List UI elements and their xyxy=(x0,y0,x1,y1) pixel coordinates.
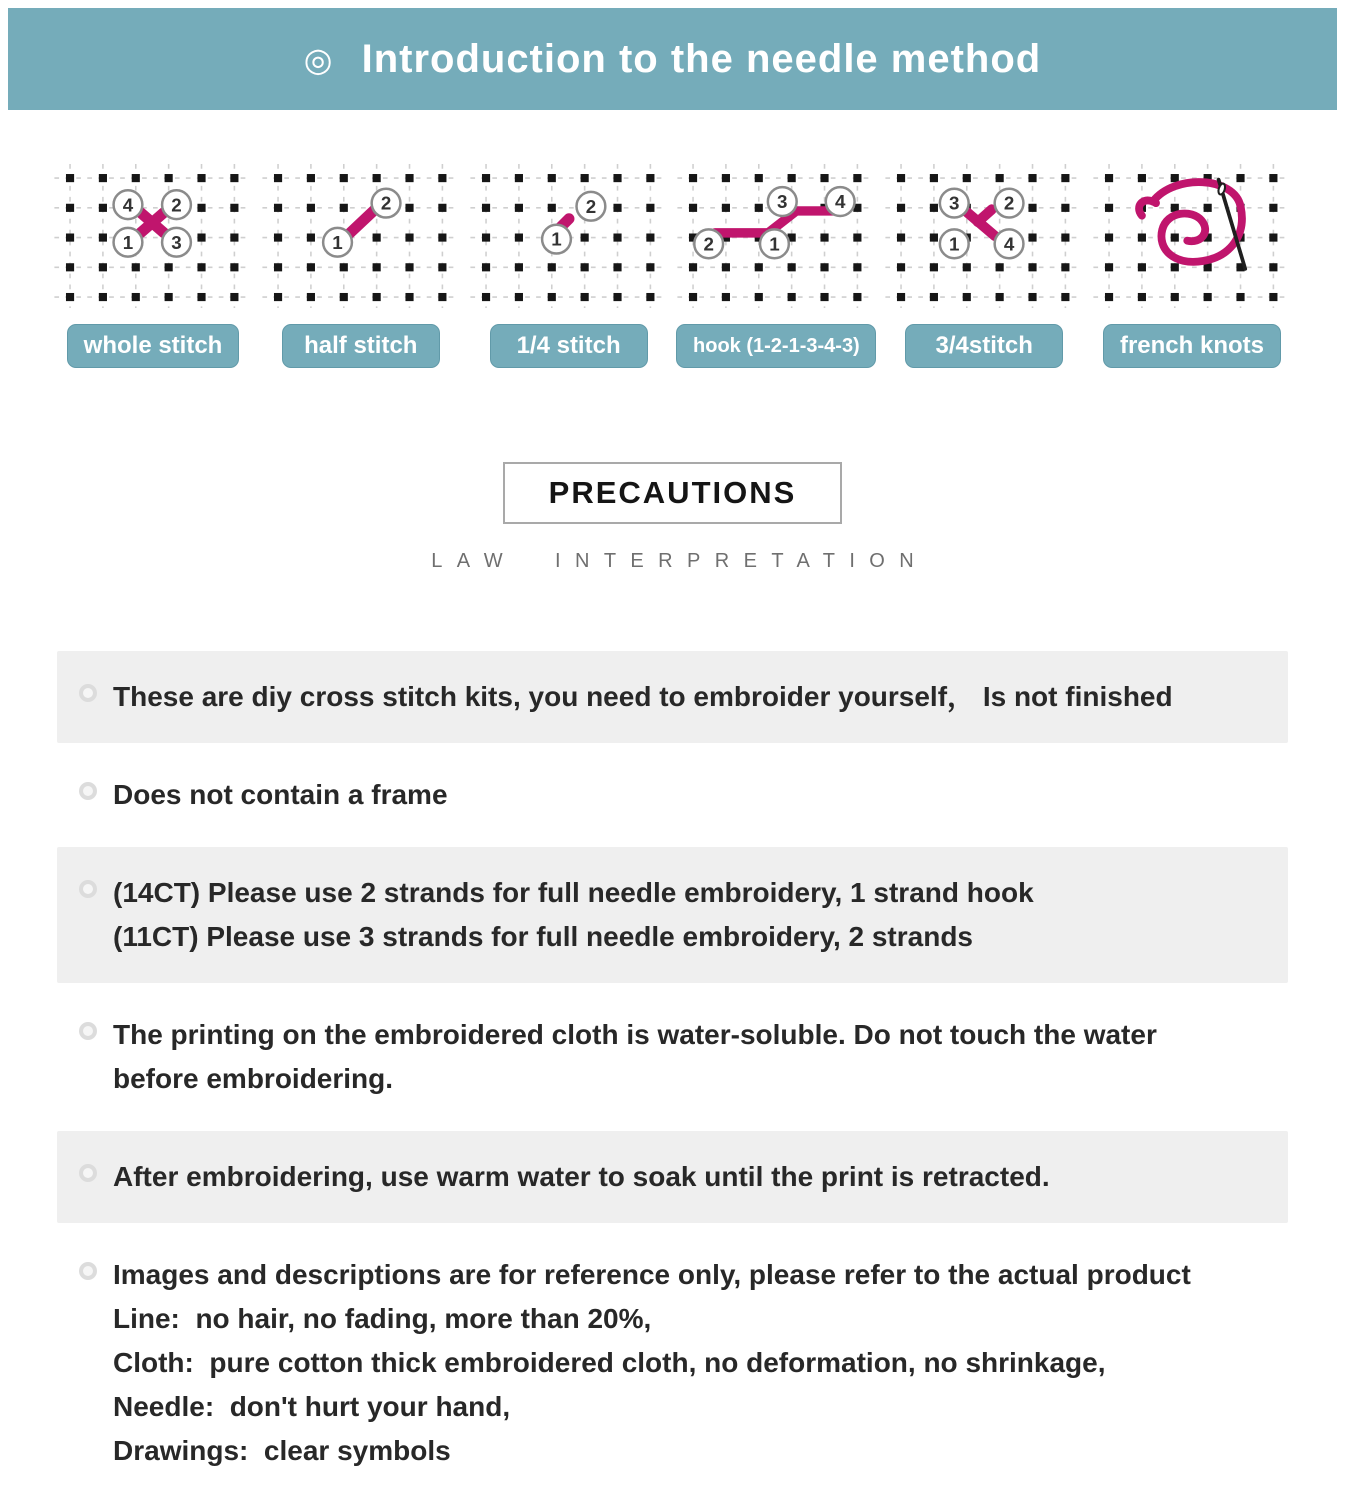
svg-text:4: 4 xyxy=(835,191,846,213)
ring-bullet-icon xyxy=(79,880,97,898)
precaution-line: Does not contain a frame xyxy=(113,779,448,810)
stitch-grid-whole-diagram xyxy=(54,164,252,308)
precautions-title: PRECAUTIONS xyxy=(548,475,797,510)
page-title xyxy=(304,37,1041,82)
ring-bullet-icon xyxy=(79,684,97,702)
stitch-grid-quarter-diagram xyxy=(470,164,668,308)
precaution-line: Cloth: pure cotton thick embroidered cloth, no deformation, no shrinkage, xyxy=(113,1347,1106,1378)
stitch-label-hook: hook (1-2-1-3-4-3) xyxy=(676,324,876,368)
svg-text:1: 1 xyxy=(122,231,134,253)
svg-text:1: 1 xyxy=(332,231,343,253)
stitch-panel-quarter xyxy=(468,164,670,368)
svg-text:2: 2 xyxy=(380,192,392,214)
precaution-line: Drawings: clear symbols xyxy=(113,1435,451,1466)
precautions-title-box xyxy=(503,462,843,524)
precautions-heading xyxy=(0,462,1345,573)
precaution-item xyxy=(57,847,1288,983)
double-circle-icon: ◎ xyxy=(303,40,334,78)
stitch-panel-whole xyxy=(52,164,254,368)
svg-text:1: 1 xyxy=(769,233,781,255)
stitch-grid-french-diagram xyxy=(1093,164,1291,308)
law-interpretation-subtitle: LAW INTERPRETATION xyxy=(431,550,929,572)
ring-bullet-icon xyxy=(79,782,97,800)
stitch-panel-hook xyxy=(675,164,877,368)
precautions-list xyxy=(57,651,1288,1479)
precaution-line: (14CT) Please use 2 strands for full needle embroidery, 1 strand hook xyxy=(113,877,1034,908)
precaution-line: After embroidering, use warm water to soak until the print is retracted. xyxy=(113,1161,1050,1192)
precaution-item xyxy=(57,651,1288,743)
svg-text:3: 3 xyxy=(171,231,182,253)
page-title-text: Introduction to the needle method xyxy=(361,36,1042,81)
precaution-item xyxy=(57,1131,1288,1223)
stitch-panel-threequarter xyxy=(883,164,1085,368)
precaution-line: Images and descriptions are for reference only, please refer to the actual product xyxy=(113,1259,1191,1290)
svg-text:4: 4 xyxy=(1004,233,1015,255)
precaution-line: These are diy cross stitch kits, you need to embroider yourself， Is not finished xyxy=(113,681,1173,712)
precaution-text xyxy=(113,675,1173,719)
svg-text:2: 2 xyxy=(585,195,596,217)
stitch-label-quarter: 1/4 stitch xyxy=(490,324,648,368)
stitch-grid-hook-diagram xyxy=(677,164,875,308)
svg-text:2: 2 xyxy=(703,233,715,255)
precaution-item xyxy=(57,1007,1288,1107)
ring-bullet-icon xyxy=(79,1164,97,1182)
svg-text:3: 3 xyxy=(777,191,788,213)
precaution-item xyxy=(57,767,1288,823)
stitch-label-whole: whole stitch xyxy=(67,324,240,368)
precaution-item xyxy=(57,1247,1288,1479)
precaution-text xyxy=(113,1253,1191,1473)
stitch-label-french: french knots xyxy=(1103,324,1281,368)
precaution-line: Needle: don't hurt your hand, xyxy=(113,1391,511,1422)
stitch-panel-half xyxy=(260,164,462,368)
precaution-line: before embroidering. xyxy=(113,1063,394,1094)
precaution-line: Line: no hair, no fading, more than 20%, xyxy=(113,1303,652,1334)
precaution-text xyxy=(113,773,448,817)
precaution-text xyxy=(113,871,1034,959)
svg-text:4: 4 xyxy=(122,194,134,216)
svg-text:3: 3 xyxy=(949,192,960,214)
precaution-text xyxy=(113,1013,1157,1101)
stitch-panel-french xyxy=(1091,164,1293,368)
stitch-grid-threequarter-diagram xyxy=(885,164,1083,308)
stitch-diagram-row xyxy=(52,164,1293,368)
svg-text:1: 1 xyxy=(550,228,562,250)
precaution-line: (11CT) Please use 3 strands for full needle embroidery, 2 strands xyxy=(113,921,974,952)
precaution-text xyxy=(113,1155,1050,1199)
ring-bullet-icon xyxy=(79,1022,97,1040)
header-bar xyxy=(8,8,1337,110)
svg-text:2: 2 xyxy=(1004,192,1015,214)
svg-text:2: 2 xyxy=(171,194,182,216)
stitch-grid-half-diagram xyxy=(262,164,460,308)
stitch-label-threequarter: 3/4stitch xyxy=(905,324,1063,368)
stitch-label-half: half stitch xyxy=(282,324,440,368)
svg-text:1: 1 xyxy=(949,233,960,255)
ring-bullet-icon xyxy=(79,1262,97,1280)
precaution-line: The printing on the embroidered cloth is water-soluble. Do not touch the water xyxy=(113,1019,1157,1050)
